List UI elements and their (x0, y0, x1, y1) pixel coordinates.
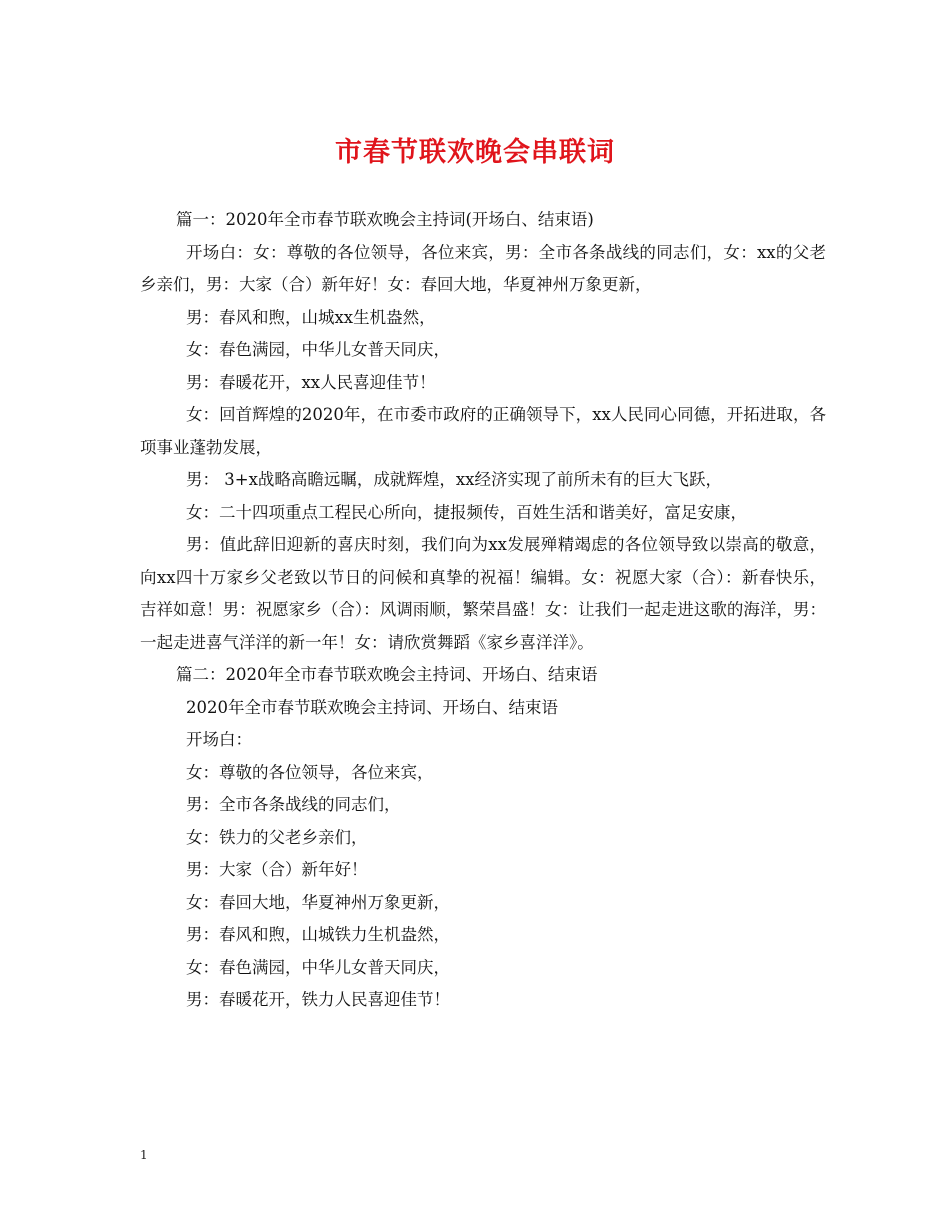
document-body (140, 204, 826, 1017)
paragraph: 开场白： (186, 730, 252, 749)
paragraph: 男：春风和煦，山城铁力生机盎然， (186, 925, 450, 944)
paragraph: 女：回首辉煌的2020年，在市委市政府的正确领导下，xx人民同心同德，开拓进取，各项事业蓬勃发展， (140, 405, 826, 457)
section-heading-2: 篇二：2020年全市春节联欢晚会主持词、开场白、结束语 (176, 665, 598, 684)
paragraph: 女：春色满园，中华儿女普天同庆， (186, 340, 450, 359)
paragraph: 男：全市各条战线的同志们， (186, 795, 401, 814)
page-number: 1 (140, 1148, 148, 1162)
paragraph: 女：春回大地，华夏神州万象更新， (186, 892, 450, 912)
paragraph: 2020年全市春节联欢晚会主持词、开场白、结束语 (186, 697, 558, 717)
paragraph: 男：大家（合）新年好！ (186, 860, 368, 879)
paragraph: 男： 3+x战略高瞻远瞩，成就辉煌，xx经济实现了前所未有的巨大飞跃， (186, 470, 722, 489)
document-title: 市春节联欢晚会串联词 (335, 137, 615, 168)
paragraph: 女：二十四项重点工程民心所向，捷报频传，百姓生活和谐美好，富足安康， (186, 502, 747, 522)
section-heading-1: 篇一：2020年全市春节联欢晚会主持词(开场白、结束语) (176, 210, 594, 229)
paragraph: 男：值此辞旧迎新的喜庆时刻，我们向为xx发展殚精竭虑的各位领导致以崇高的敬意，向xx四十万家乡父老致以节日的问候和真挚的祝福！编辑。女：祝愿大家（合）：新春快乐，吉祥如意！男：祝愿家乡（合）：风调雨顺，繁荣昌盛！女：让我们一起走进这歌的海洋，男：一起走进喜气洋洋的新一年！女：请欣赏舞蹈《家乡喜洋洋》。 (140, 535, 826, 652)
paragraph: 男：春暖花开，xx人民喜迎佳节！ (186, 372, 436, 392)
paragraph: 女：春色满园，中华儿女普天同庆， (186, 957, 450, 977)
paragraph: 女：铁力的父老乡亲们， (186, 827, 368, 847)
paragraph: 开场白：女：尊敬的各位领导，各位来宾，男：全市各条战线的同志们，女：xx的父老乡亲们，男：大家（合）新年好！女：春回大地，华夏神州万象更新， (140, 242, 826, 294)
paragraph: 女：尊敬的各位领导，各位来宾， (186, 762, 434, 782)
paragraph: 男：春暖花开，铁力人民喜迎佳节！ (186, 990, 450, 1009)
paragraph: 男：春风和煦，山城xx生机盎然， (186, 307, 436, 327)
